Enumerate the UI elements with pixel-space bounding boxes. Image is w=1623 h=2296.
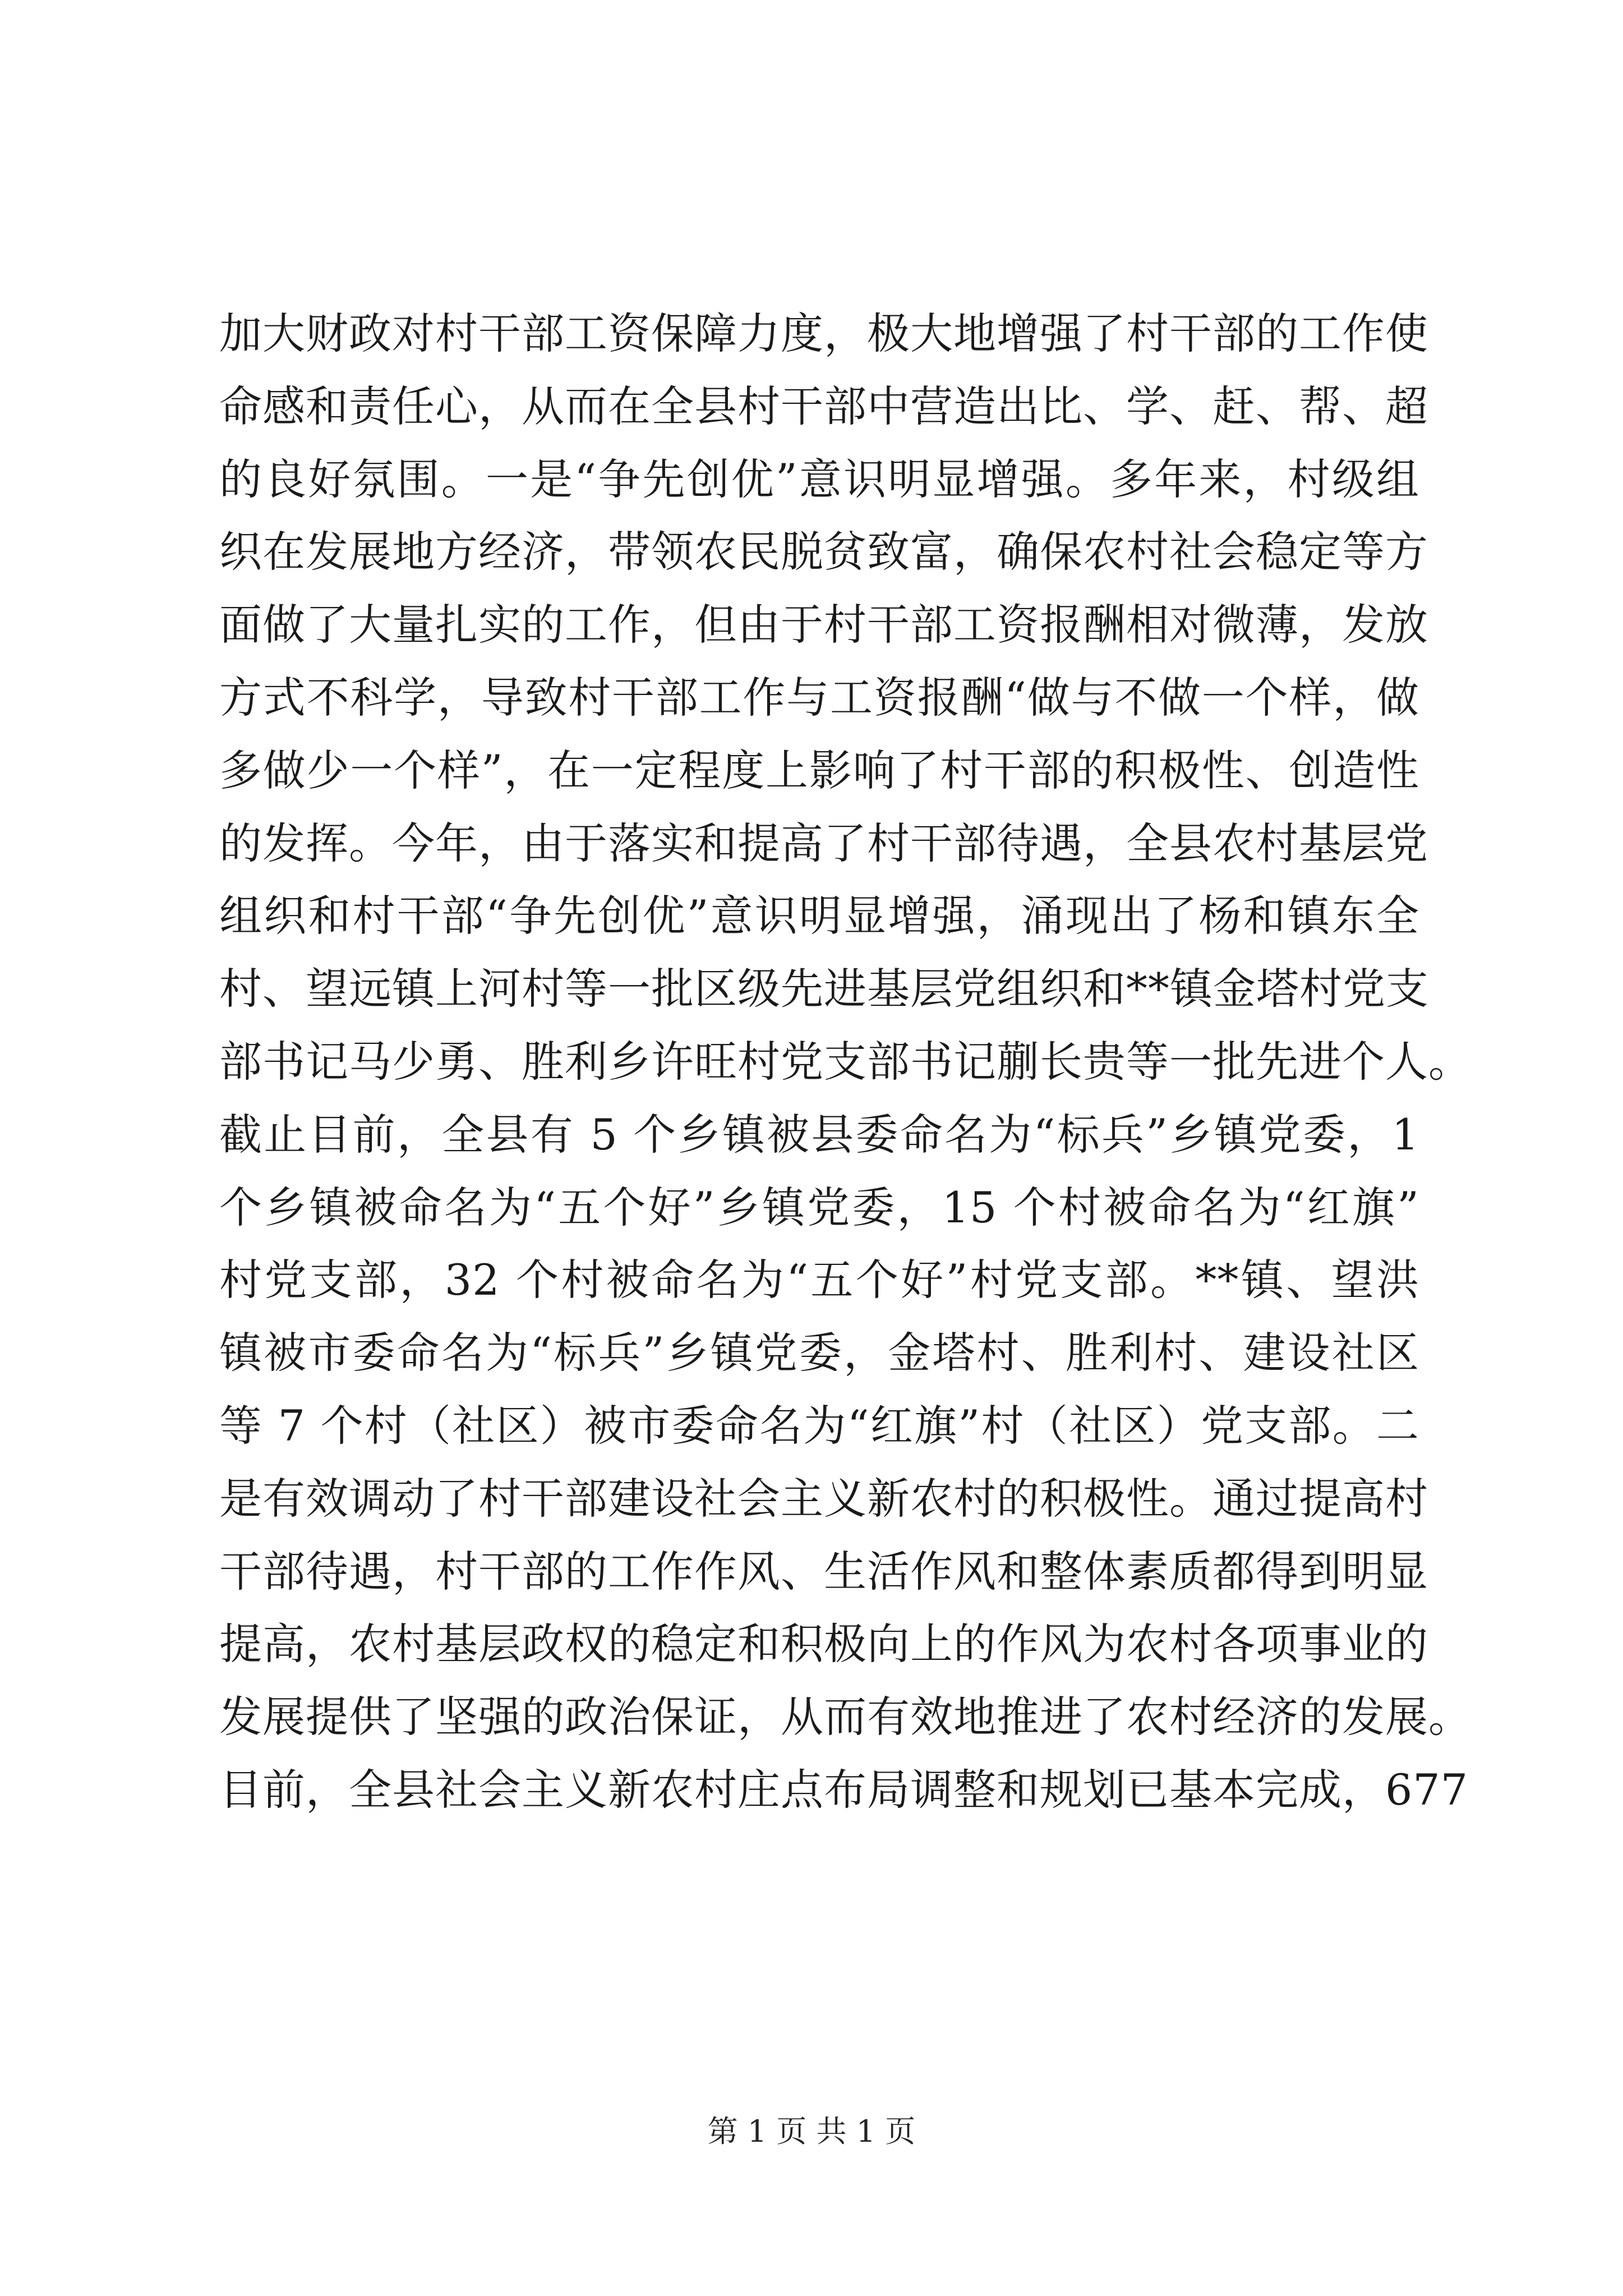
text-line: 提高，农村基层政权的稳定和积极向上的作风为农村各项事业的 [219,1619,1428,1669]
text-line: 干部待遇，村干部的工作作风、生活作风和整体素质都得到明显 [219,1546,1428,1596]
text-line: 镇被市委命名为“标兵”乡镇党委，金塔村、胜利村、建设社区 [219,1328,1419,1378]
text-line: 面做了大量扎实的工作，但由于村干部工资报酬相对微薄，发放 [219,600,1428,650]
page-footer [0,2109,1623,2154]
text-line: 发展提供了坚强的政治保证，从而有效地推进了农村经济的发展。 [219,1692,1472,1742]
text-line: 多做少一个样”，在一定程度上影响了村干部的积极性、创造性 [219,745,1419,795]
text-line: 部书记马少勇、胜利乡许旺村党支部书记蒯长贵等一批先进个人。 [219,1036,1472,1087]
page-number-label: 第 1 页 共 1 页 [707,2114,916,2149]
text-line: 组织和村干部“争先创优”意识明显增强，涌现出了杨和镇东全 [219,891,1419,941]
text-line: 方式不科学，导致村干部工作与工资报酬“做与不做一个样，做 [219,672,1419,723]
text-line: 是有效调动了村干部建设社会主义新农村的积极性。通过提高村 [219,1473,1428,1524]
text-line: 村、望远镇上河村等一批区级先进基层党组织和**镇金塔村党支 [219,964,1429,1014]
text-line: 个乡镇被命名为“五个好”乡镇党委，15 个村被命名为“红旗” [219,1182,1419,1232]
text-line: 村党支部，32 个村被命名为“五个好”村党支部。**镇、望洪 [219,1255,1419,1305]
text-line: 等 7 个村（社区）被市委命名为“红旗”村（社区）党支部。二 [219,1400,1419,1451]
text-line: 目前，全县社会主义新农村庄点布局调整和规划已基本完成，677 [219,1764,1469,1815]
text-line: 截止目前，全县有 5 个乡镇被县委命名为“标兵”乡镇党委，1 [219,1109,1419,1159]
body-paragraph [219,297,1472,1826]
text-line: 的良好氛围。一是“争先创优”意识明显增强。多年来，村级组 [219,454,1419,504]
text-line: 加大财政对村干部工资保障力度，极大地增强了村干部的工作使 [219,309,1428,358]
text-line: 的发挥。今年，由于落实和提高了村干部待遇，全县农村基层党 [219,818,1428,868]
text-line: 织在发展地方经济，带领农民脱贫致富，确保农村社会稳定等方 [219,527,1428,577]
text-line: 命感和责任心，从而在全县村干部中营造出比、学、赶、帮、超 [219,381,1428,431]
